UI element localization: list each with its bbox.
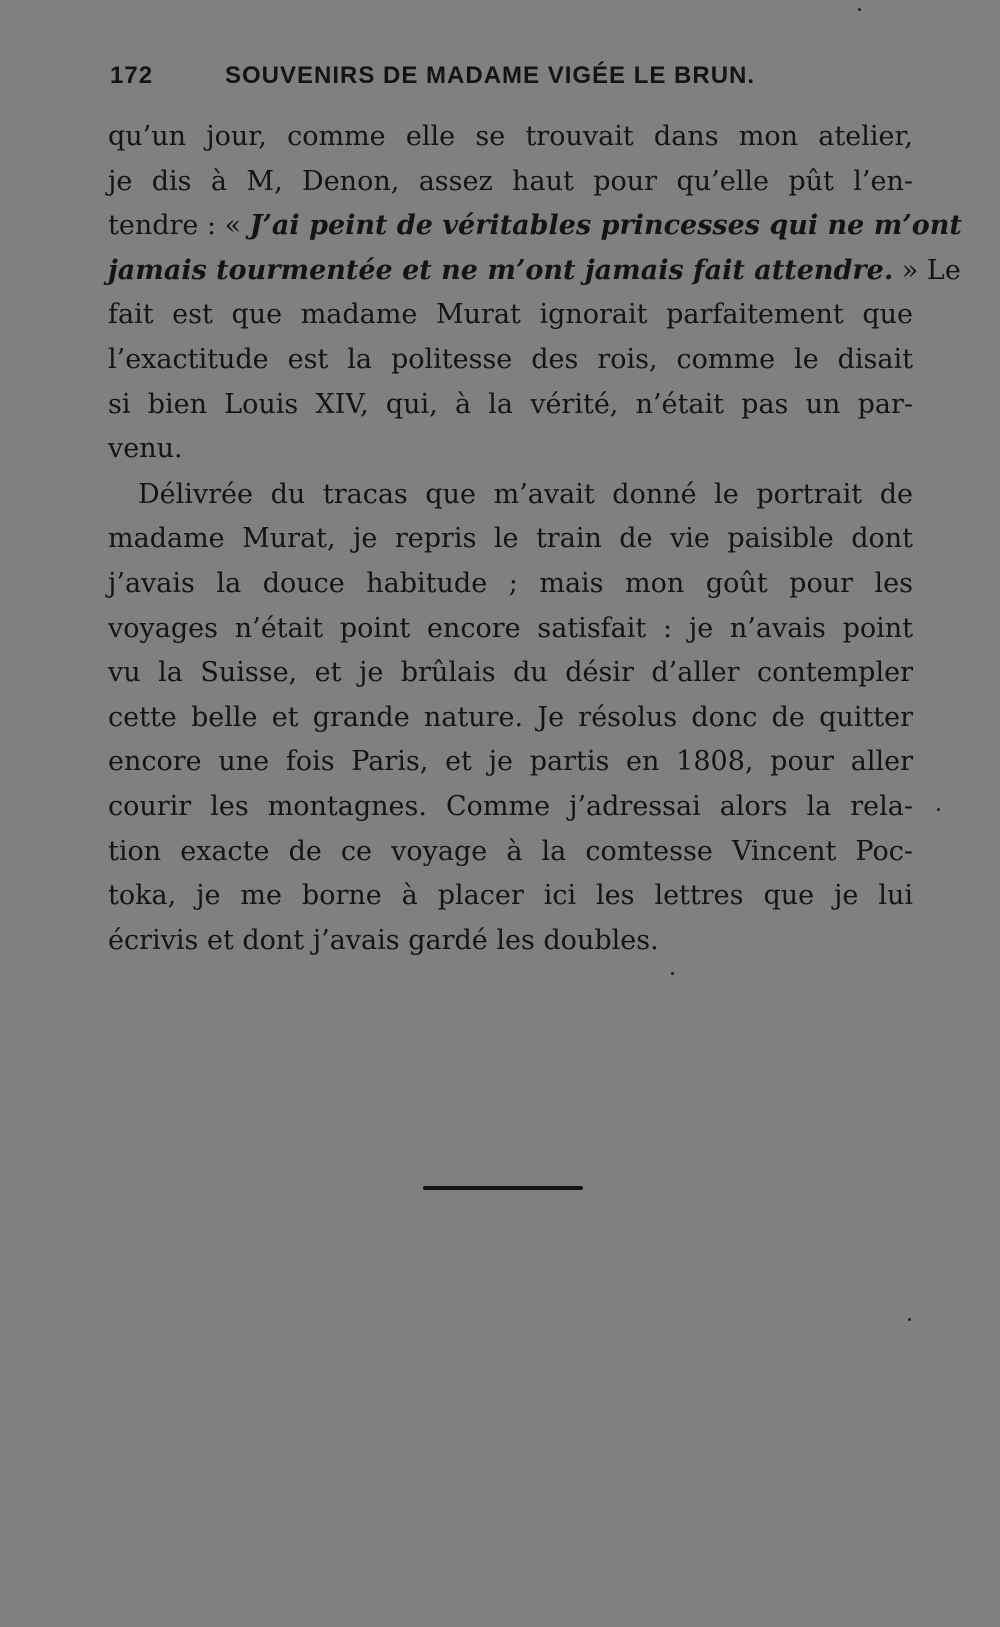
print-speck (858, 8, 861, 11)
running-head (110, 62, 810, 98)
text-run: courir les montagnes. Comme j’adressai alors la rela- (108, 790, 913, 822)
italic-run: J’ai peint de véritables princesses qui ne m’ont (249, 210, 962, 242)
text-run: j’avais la douce habitude ; mais mon goût pour les (108, 567, 913, 599)
text-line (108, 785, 913, 830)
text-line (108, 830, 913, 875)
text-line (108, 607, 913, 652)
text-line (108, 249, 961, 294)
text-run: l’exactitude est la politesse des rois, comme le disait (108, 343, 913, 375)
text-line (108, 473, 913, 518)
print-speck (937, 808, 940, 811)
text-run: » Le (893, 254, 961, 286)
text-run: je dis à M, Denon, assez haut pour qu’elle pût l’en- (108, 165, 913, 197)
text-line (108, 919, 913, 964)
running-title: SOUVENIRS DE MADAME VIGÉE LE BRUN. (225, 62, 756, 89)
text-line (108, 204, 962, 249)
end-ornament-rule (423, 1186, 583, 1190)
print-speck (671, 972, 674, 975)
print-speck (908, 1318, 911, 1321)
text-line (108, 874, 913, 919)
text-line (108, 338, 913, 383)
text-line (108, 427, 913, 472)
text-run: toka, je me borne à placer ici les lettres que je lui (108, 880, 913, 912)
text-run: venu. (108, 433, 183, 465)
text-line (108, 562, 913, 607)
text-run: tion exacte de ce voyage à la comtesse Vincent Poc- (108, 835, 913, 867)
text-run: fait est que madame Murat ignorait parfaitement que (108, 299, 913, 331)
text-line (108, 160, 913, 205)
text-run: si bien Louis XIV, qui, à la vérité, n’était pas un par- (108, 388, 913, 420)
text-run: voyages n’était point encore satisfait : je n’avais point (108, 612, 913, 644)
text-line (108, 383, 913, 428)
text-run: tendre : « (108, 210, 250, 242)
text-run: Délivrée du tracas que m’avait donné le portrait de (138, 478, 913, 510)
text-line (108, 293, 913, 338)
body-text (108, 115, 962, 963)
text-line (108, 696, 913, 741)
text-run: madame Murat, je repris le train de vie paisible dont (108, 523, 913, 555)
text-run: cette belle et grande nature. Je résolus donc de quitter (108, 701, 913, 733)
italic-run: jamais tourmentée et ne m’ont jamais fait attendre. (108, 254, 894, 286)
text-run: qu’un jour, comme elle se trouvait dans mon atelier, (108, 121, 913, 152)
page-number: 172 (110, 62, 154, 89)
text-run: vu la Suisse, et je brûlais du désir d’aller contempler (108, 657, 913, 689)
text-line (108, 740, 913, 785)
text-run: écrivis et dont j’avais gardé les doubles. (108, 924, 659, 956)
text-run: encore une fois Paris, et je partis en 1808, pour aller (108, 746, 913, 778)
text-line (108, 651, 913, 696)
text-line (108, 115, 913, 160)
text-line (108, 517, 913, 562)
